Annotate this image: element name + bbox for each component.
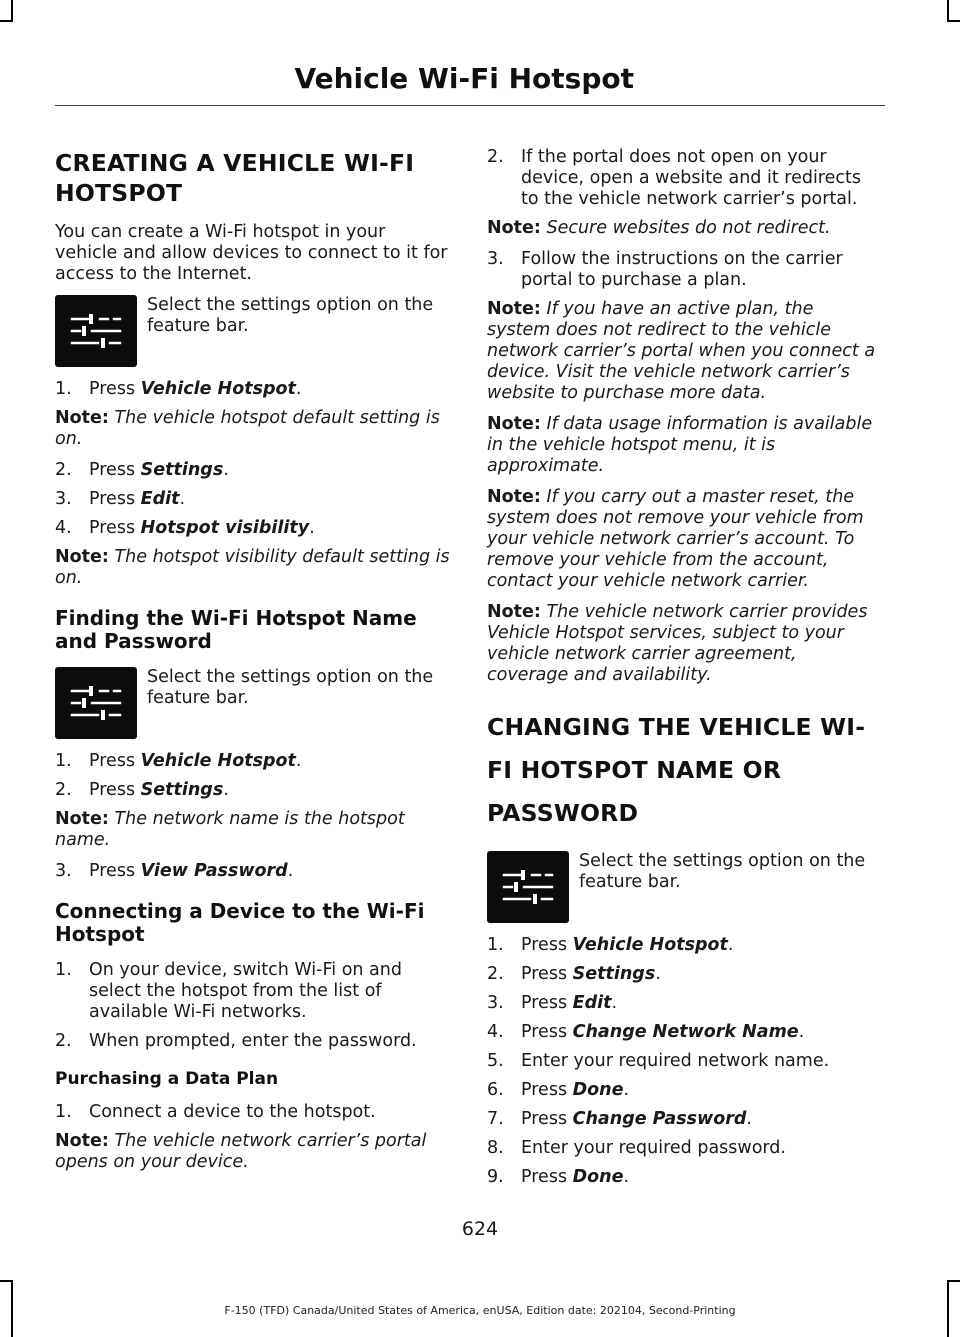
settings-instruction [55, 667, 450, 739]
list-item: 2. Press Settings. [487, 964, 661, 984]
note: Note: The vehicle hotspot default setting is on. [55, 408, 440, 449]
list-item: 2. When prompted, enter the password. [55, 1031, 417, 1051]
list-item: 2. Press Settings. [55, 780, 229, 800]
settings-instruction [55, 295, 450, 367]
list-item: 1. On your device, switch Wi-Fi on and select the hotspot from the list of available Wi-Fi networks. [55, 960, 402, 1022]
steps-list [487, 249, 882, 291]
settings-sliders-icon [55, 667, 137, 739]
note: Note: The hotspot visibility default setting is on. [55, 547, 450, 588]
header-divider [55, 105, 885, 106]
list-item: 1. Press Vehicle Hotspot. [55, 751, 302, 771]
steps-list [55, 861, 450, 882]
page-number: 624 [461, 1218, 499, 1240]
settings-instruction [487, 851, 882, 923]
list-item: 1. Connect a device to the hotspot. [55, 1102, 376, 1122]
list-item: 1. Press Vehicle Hotspot. [487, 935, 734, 955]
note: Note: The network name is the hotspot name. [55, 809, 405, 850]
list-item: 2. If the portal does not open on your device, open a website and it redirects to the vehicle network carrier’s portal. [487, 147, 861, 209]
settings-instruction-text: Select the settings option on the feature bar. [147, 295, 434, 336]
list-item: 3. Press View Password. [55, 861, 294, 881]
subheading-purchase: Purchasing a Data Plan [55, 1069, 279, 1089]
settings-instruction-text: Select the settings option on the feature bar. [579, 851, 866, 892]
list-item: 4. Press Hotspot visibility. [55, 518, 315, 538]
subheading-connect: Connecting a Device to the Wi-Fi Hotspot [55, 899, 425, 946]
crop-mark [0, 20, 13, 22]
crop-mark [947, 0, 949, 22]
right-column [487, 147, 882, 1196]
list-item: 8. Enter your required password. [487, 1138, 786, 1158]
page-footer: F-150 (TFD) Canada/United States of America, enUSA, Edition date: 202104, Second-Printing [224, 1304, 736, 1317]
steps-list [55, 751, 450, 801]
crop-mark [11, 0, 13, 22]
list-item: 2. Press Settings. [55, 460, 229, 480]
steps-list [55, 460, 450, 539]
note: Note: If you have an active plan, the system does not redirect to the vehicle network carrier’s portal when you connect a device. Visit the vehicle network carrier’s website to purchase more data. [487, 299, 876, 403]
crop-mark [947, 1280, 960, 1282]
list-item: 3. Press Edit. [55, 489, 186, 509]
steps-list [487, 935, 882, 1188]
subheading-find: Finding the Wi-Fi Hotspot Name and Password [55, 606, 417, 653]
steps-list [487, 147, 882, 210]
list-item: 3. Follow the instructions on the carrier portal to purchase a plan. [487, 249, 843, 290]
note: Note: If you carry out a master reset, the system does not remove your vehicle from your vehicle network carrier’s account. To remove your vehicle from the account, contact your vehicle network carrier. [487, 487, 864, 591]
list-item: 7. Press Change Password. [487, 1109, 752, 1129]
page-header-title: Vehicle Wi-Fi Hotspot [294, 62, 634, 95]
list-item: 5. Enter your required network name. [487, 1051, 830, 1071]
section-heading-create: CREATING A VEHICLE WI-FI HOTSPOT [55, 149, 415, 207]
list-item: 6. Press Done. [487, 1080, 630, 1100]
steps-list [55, 1102, 450, 1123]
note: Note: The vehicle network carrier’s portal opens on your device. [55, 1131, 427, 1172]
steps-list [55, 960, 450, 1052]
crop-mark [0, 1280, 13, 1282]
steps-list [55, 379, 450, 400]
settings-instruction-text: Select the settings option on the feature bar. [147, 667, 434, 708]
list-item: 3. Press Edit. [487, 993, 618, 1013]
crop-mark [947, 20, 960, 22]
list-item: 9. Press Done. [487, 1167, 630, 1187]
list-item: 4. Press Change Network Name. [487, 1022, 805, 1042]
intro-paragraph: You can create a Wi-Fi hotspot in your vehicle and allow devices to connect to it for access to the Internet. [55, 222, 448, 284]
left-column [55, 148, 450, 1183]
settings-sliders-icon [487, 851, 569, 923]
note: Note: The vehicle network carrier provides Vehicle Hotspot services, subject to your vehicle network carrier agreement, coverage and availability. [487, 602, 868, 685]
note: Note: If data usage information is available in the vehicle hotspot menu, it is approximate. [487, 414, 873, 476]
settings-sliders-icon [55, 295, 137, 367]
section-heading-change: CHANGING THE VEHICLE WI-FI HOTSPOT NAME OR PASSWORD [487, 713, 866, 827]
list-item: 1. Press Vehicle Hotspot. [55, 379, 302, 399]
note: Note: Secure websites do not redirect. [487, 218, 831, 238]
